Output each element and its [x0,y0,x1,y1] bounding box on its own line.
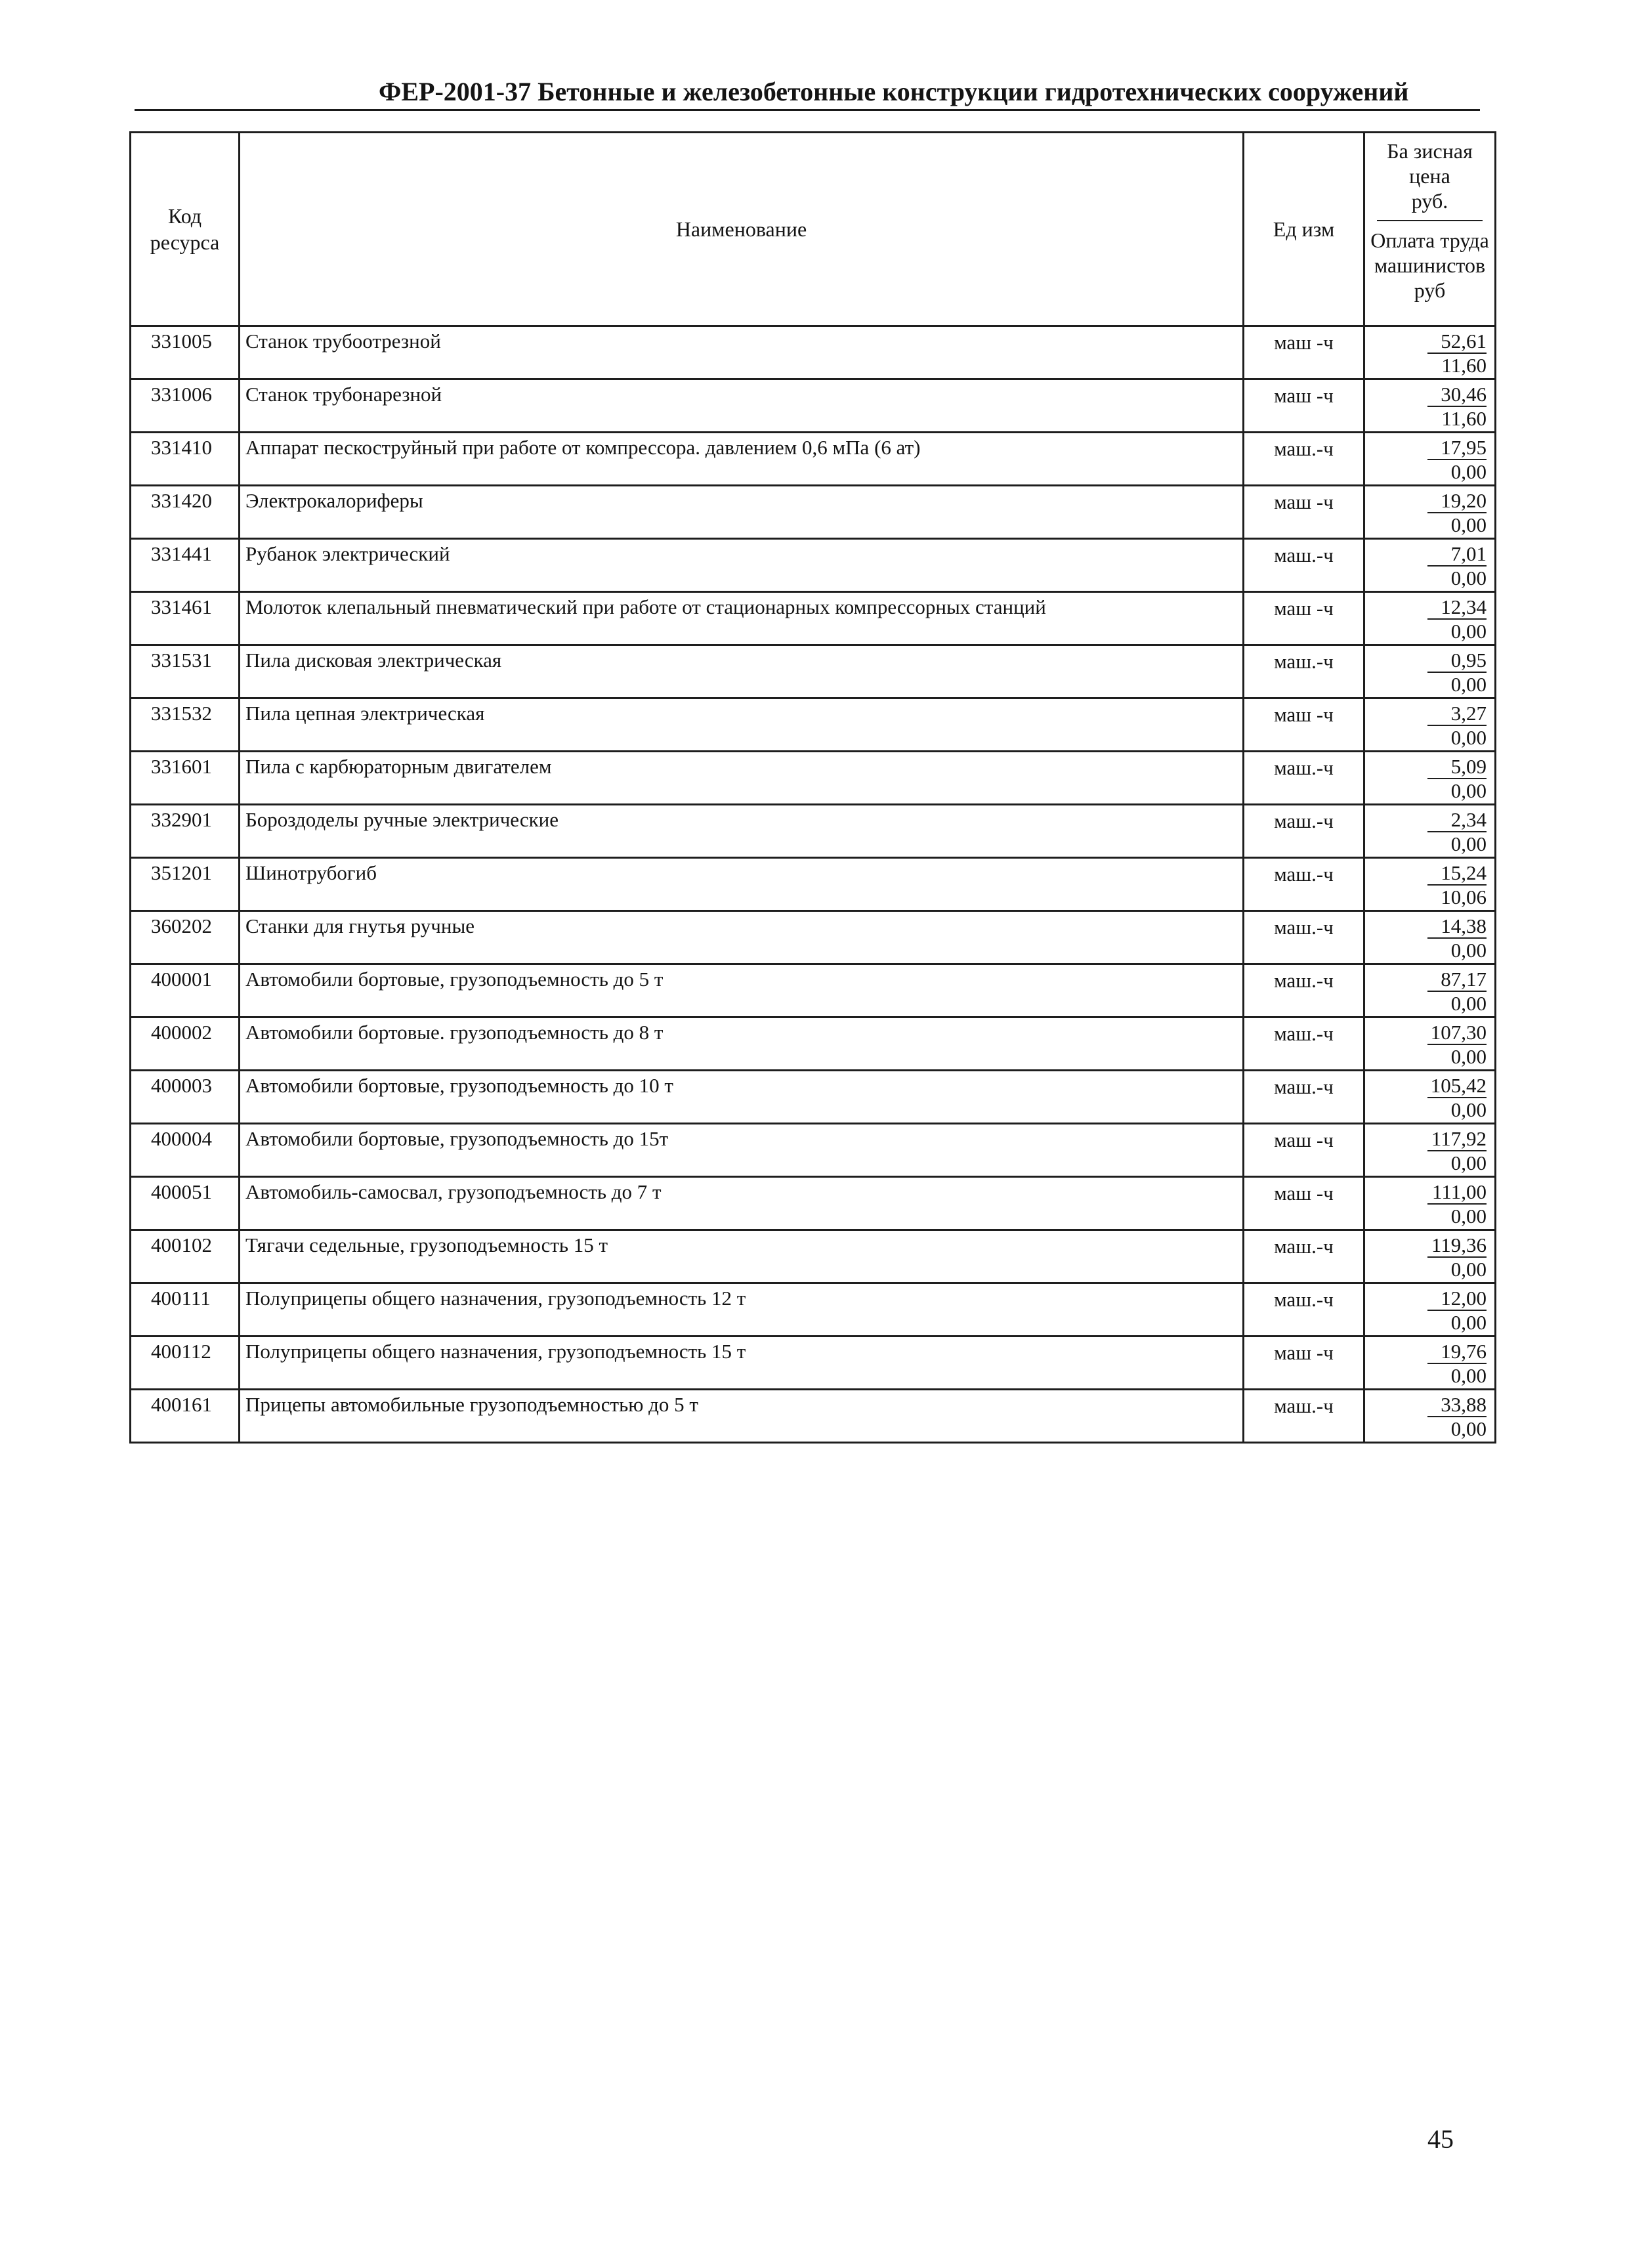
unit-cell: маш -ч [1244,1124,1364,1177]
base-price-value: 12,34 [1427,596,1487,620]
unit-cell: маш -ч [1244,379,1364,433]
unit-cell: маш.-ч [1244,1283,1364,1337]
page-number: 45 [1427,2124,1454,2154]
resource-name-cell: Станки для гнутья ручные [240,911,1244,964]
resource-name-cell: Автомобили бортовые, грузоподъемность до 15т [240,1124,1244,1177]
resource-code-cell: 400001 [131,964,240,1017]
unit-cell: маш -ч [1244,1177,1364,1230]
base-price-value: 30,46 [1427,383,1487,407]
price-cell [1364,433,1496,486]
resource-name-cell: Станок трубонарезной [240,379,1244,433]
price-cell [1364,1177,1496,1230]
unit-cell: маш -ч [1244,1337,1364,1390]
resource-code-cell: 400111 [131,1283,240,1337]
resource-code-cell: 331532 [131,698,240,752]
machinist-wage-value: 0,00 [1450,1364,1487,1387]
unit-cell: маш.-ч [1244,964,1364,1017]
resource-code-cell: 400003 [131,1071,240,1124]
machinist-wage-value: 0,00 [1450,673,1487,696]
price-cell [1364,752,1496,805]
machinist-wage-value: 0,00 [1450,779,1487,802]
resource-code-cell: 360202 [131,911,240,964]
base-price-value: 15,24 [1427,862,1487,886]
table-row [131,858,1496,911]
price-cell [1364,1337,1496,1390]
resource-code-cell: 331601 [131,752,240,805]
price-cell [1364,1124,1496,1177]
table-row [131,1177,1496,1230]
machinist-wage-value: 0,00 [1450,1045,1487,1068]
document-title: ФЕР-2001-37 Бетонные и железобетонные конструкции гидротехнических сооружений [379,77,1409,106]
machinist-wage-value: 0,00 [1450,1417,1487,1440]
resource-code-cell: 331531 [131,645,240,698]
base-price-value: 0,95 [1427,649,1487,673]
resource-code-cell: 331441 [131,539,240,592]
base-price-value: 33,88 [1427,1394,1487,1417]
resource-name-cell: Автомобили бортовые. грузоподъемность до 8 т [240,1017,1244,1071]
base-price-value: 111,00 [1427,1181,1487,1205]
machinist-wage-value: 0,00 [1450,1311,1487,1334]
column-header-base-price: Ба зисная цена руб. [1377,133,1483,221]
unit-cell: маш -ч [1244,486,1364,539]
machinist-wage-value: 0,00 [1450,460,1487,483]
resource-name-cell: Автомобиль-самосвал, грузоподъемность до 7 т [240,1177,1244,1230]
resource-code-cell: 331005 [131,326,240,379]
resource-name-cell: Аппарат пескоструйный при работе от компрессора. давлением 0,6 мПа (6 ат) [240,433,1244,486]
price-cell [1364,911,1496,964]
resource-name-cell: Автомобили бортовые, грузоподъемность до 10 т [240,1071,1244,1124]
unit-cell: маш.-ч [1244,1017,1364,1071]
resource-name-cell: Прицепы автомобильные грузоподъемностью до 5 т [240,1390,1244,1443]
price-cell [1364,1283,1496,1337]
resource-name-cell: Электрокалориферы [240,486,1244,539]
price-cell [1364,805,1496,858]
column-header-name: Наименование [240,133,1244,326]
resource-code-cell: 331420 [131,486,240,539]
unit-cell: маш.-ч [1244,1390,1364,1443]
table-row [131,486,1496,539]
price-cell [1364,326,1496,379]
unit-cell: маш.-ч [1244,539,1364,592]
resource-code-cell: 331461 [131,592,240,645]
unit-cell: маш.-ч [1244,645,1364,698]
table-header-row [131,133,1496,326]
resource-code-cell: 351201 [131,858,240,911]
table-row [131,326,1496,379]
machinist-wage-value: 0,00 [1450,1151,1487,1174]
table-row [131,1017,1496,1071]
unit-cell: маш.-ч [1244,911,1364,964]
resource-code-cell: 400161 [131,1390,240,1443]
unit-cell: маш.-ч [1244,752,1364,805]
unit-cell: маш -ч [1244,698,1364,752]
base-price-value: 119,36 [1427,1234,1487,1258]
resource-name-cell: Шинотрубогиб [240,858,1244,911]
price-cell [1364,379,1496,433]
resource-name-cell: Автомобили бортовые, грузоподъемность до 5 т [240,964,1244,1017]
resource-name-cell: Полуприцепы общего назначения, грузоподъемность 15 т [240,1337,1244,1390]
resource-name-cell: Бороздоделы ручные электрические [240,805,1244,858]
table-row [131,964,1496,1017]
resource-code-cell: 400051 [131,1177,240,1230]
machinist-wage-value: 0,00 [1450,567,1487,589]
price-cell [1364,486,1496,539]
machinist-wage-value: 0,00 [1450,1098,1487,1121]
base-price-value: 105,42 [1427,1075,1487,1098]
table-row [131,379,1496,433]
column-header-code: Код ресурса [131,133,240,326]
base-price-value: 7,01 [1427,543,1487,567]
price-cell [1364,1017,1496,1071]
resource-name-cell: Пила дисковая электрическая [240,645,1244,698]
price-cell [1364,858,1496,911]
machinist-wage-value: 10,06 [1441,886,1487,909]
price-cell [1364,1230,1496,1283]
machinist-wage-value: 0,00 [1450,513,1487,536]
resource-name-cell: Станок трубоотрезной [240,326,1244,379]
unit-cell: маш.-ч [1244,1071,1364,1124]
machinist-wage-value: 0,00 [1450,992,1487,1015]
unit-cell: маш.-ч [1244,1230,1364,1283]
table-row [131,805,1496,858]
document-header [135,77,1480,111]
table-row [131,752,1496,805]
resource-code-cell: 400102 [131,1230,240,1283]
table-row [131,433,1496,486]
unit-cell: маш.-ч [1244,433,1364,486]
table-body [131,326,1496,1443]
table-row [131,911,1496,964]
unit-cell: маш.-ч [1244,858,1364,911]
resource-name-cell: Полуприцепы общего назначения, грузоподъемность 12 т [240,1283,1244,1337]
resource-name-cell: Рубанок электрический [240,539,1244,592]
resource-price-table [129,131,1496,1444]
resource-name-cell: Молоток клепальный пневматический при работе от стационарных компрессорных станций [240,592,1244,645]
machinist-wage-value: 0,00 [1450,620,1487,643]
base-price-value: 3,27 [1427,702,1487,726]
base-price-value: 5,09 [1427,756,1487,779]
price-cell [1364,698,1496,752]
resource-name-cell: Пила с карбюраторным двигателем [240,752,1244,805]
table-row [131,592,1496,645]
resource-code-cell: 331006 [131,379,240,433]
resource-code-cell: 331410 [131,433,240,486]
price-cell [1364,964,1496,1017]
machinist-wage-value: 11,60 [1441,354,1487,377]
column-header-unit: Ед изм [1244,133,1364,326]
machinist-wage-value: 0,00 [1450,726,1487,749]
base-price-value: 107,30 [1427,1021,1487,1045]
base-price-value: 52,61 [1427,330,1487,354]
table-row [131,645,1496,698]
base-price-value: 2,34 [1427,809,1487,832]
machinist-wage-value: 0,00 [1450,832,1487,855]
price-cell [1364,539,1496,592]
column-header-machinist-wage: Оплата труда машинистов руб [1370,228,1489,302]
unit-cell: маш -ч [1244,592,1364,645]
resource-code-cell: 332901 [131,805,240,858]
base-price-value: 17,95 [1427,437,1487,460]
machinist-wage-value: 0,00 [1450,1258,1487,1281]
table-row [131,1390,1496,1443]
machinist-wage-value: 0,00 [1450,1205,1487,1228]
table-row [131,1124,1496,1177]
base-price-value: 87,17 [1427,968,1487,992]
unit-cell: маш.-ч [1244,805,1364,858]
base-price-value: 14,38 [1427,915,1487,939]
resource-code-cell: 400004 [131,1124,240,1177]
price-cell [1364,592,1496,645]
resource-code-cell: 400112 [131,1337,240,1390]
table-row [131,1071,1496,1124]
table-row [131,1230,1496,1283]
resource-code-cell: 400002 [131,1017,240,1071]
unit-cell: маш -ч [1244,326,1364,379]
machinist-wage-value: 11,60 [1441,407,1487,430]
table-row [131,1283,1496,1337]
table-row [131,539,1496,592]
resource-name-cell: Пила цепная электрическая [240,698,1244,752]
base-price-value: 19,20 [1427,490,1487,513]
base-price-value: 117,92 [1427,1128,1487,1151]
resource-price-table-container [129,131,1494,1444]
table-row [131,1337,1496,1390]
resource-name-cell: Тягачи седельные, грузоподъемность 15 т [240,1230,1244,1283]
price-cell [1364,645,1496,698]
price-cell [1364,1390,1496,1443]
base-price-value: 12,00 [1427,1287,1487,1311]
machinist-wage-value: 0,00 [1450,939,1487,962]
price-cell [1364,1071,1496,1124]
base-price-value: 19,76 [1427,1340,1487,1364]
column-header-price [1364,133,1496,326]
table-row [131,698,1496,752]
